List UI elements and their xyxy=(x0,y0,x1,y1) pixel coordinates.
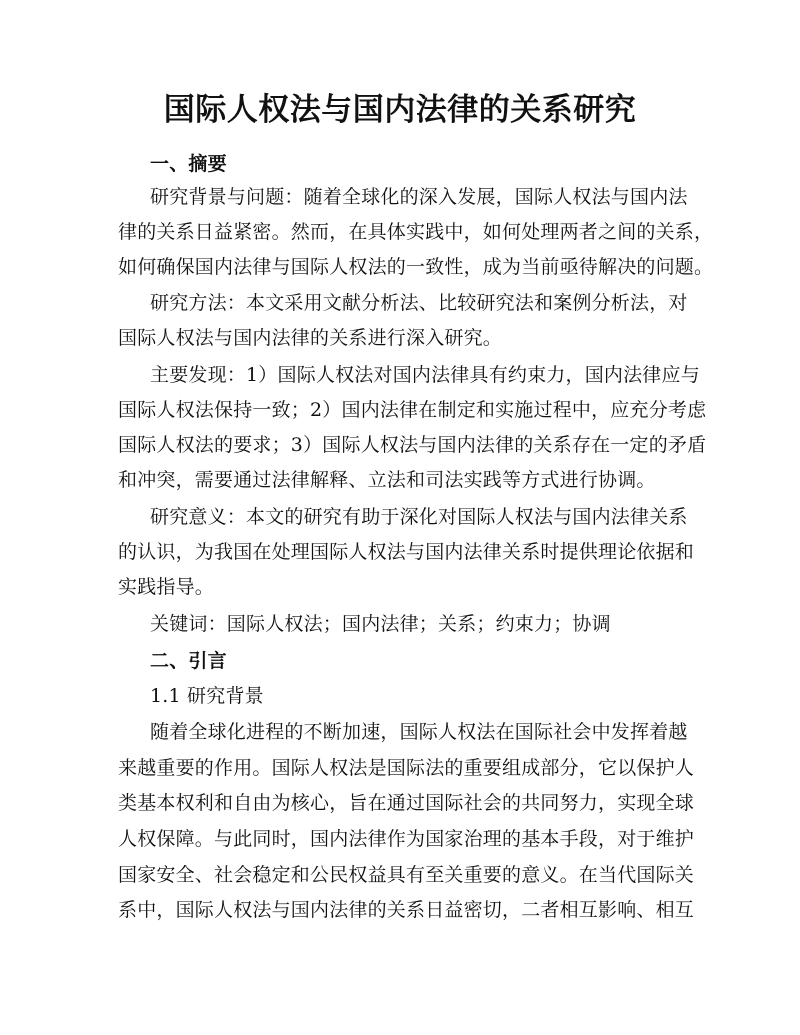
abstract-method-line-1: 研究方法：本文采用文献分析法、比较研究法和案例分析法，对 xyxy=(150,292,688,314)
abstract-background-line-2: 律的关系日益紧密。然而，在具体实践中，如何处理两者之间的关系， xyxy=(118,221,714,243)
intro-paragraph-line-6: 系中，国际人权法与国内法律的关系日益密切，二者相互影响、相互 xyxy=(118,899,695,921)
abstract-findings-line-3: 国际人权法的要求；3）国际人权法与国内法律的关系存在一定的矛盾 xyxy=(118,434,707,456)
intro-paragraph-line-5: 国家安全、社会稳定和公民权益具有至关重要的意义。在当代国际关 xyxy=(118,864,695,886)
intro-paragraph-line-4: 人权保障。与此同时，国内法律作为国家治理的基本手段，对于维护 xyxy=(118,828,695,850)
abstract-findings-line-2: 国际人权法保持一致；2）国内法律在制定和实施过程中，应充分考虑 xyxy=(118,399,707,421)
intro-paragraph-line-2: 来越重要的作用。国际人权法是国际法的重要组成部分，它以保护人 xyxy=(118,757,695,779)
keywords-line: 关键词：国际人权法；国内法律；关系；约束力；协调 xyxy=(150,613,611,635)
abstract-significance-line-3: 实践指导。 xyxy=(118,576,215,598)
section-heading-abstract: 一、摘要 xyxy=(150,153,227,175)
abstract-background-line-1: 研究背景与问题：随着全球化的深入发展，国际人权法与国内法 xyxy=(150,186,688,208)
abstract-background-line-3: 如何确保国内法律与国际人权法的一致性，成为当前亟待解决的问题。 xyxy=(118,256,714,278)
subsection-heading-1-1: 1.1 研究背景 xyxy=(150,685,264,707)
intro-paragraph-line-1: 随着全球化进程的不断加速，国际人权法在国际社会中发挥着越 xyxy=(150,721,688,743)
abstract-significance-line-1: 研究意义：本文的研究有助于深化对国际人权法与国内法律关系 xyxy=(150,506,688,528)
abstract-findings-line-1: 主要发现：1）国际人权法对国内法律具有约束力，国内法律应与 xyxy=(150,364,700,386)
intro-paragraph-line-3: 类基本权利和自由为核心，旨在通过国际社会的共同努力，实现全球 xyxy=(118,792,695,814)
abstract-significance-line-2: 的认识，为我国在处理国际人权法与国内法律关系时提供理论依据和 xyxy=(118,541,695,563)
abstract-method-line-2: 国际人权法与国内法律的关系进行深入研究。 xyxy=(118,327,503,349)
document-title: 国际人权法与国内法律的关系研究 xyxy=(163,92,637,128)
section-heading-intro: 二、引言 xyxy=(150,650,227,672)
abstract-findings-line-4: 和冲突，需要通过法律解释、立法和司法实践等方式进行协调。 xyxy=(118,469,656,491)
